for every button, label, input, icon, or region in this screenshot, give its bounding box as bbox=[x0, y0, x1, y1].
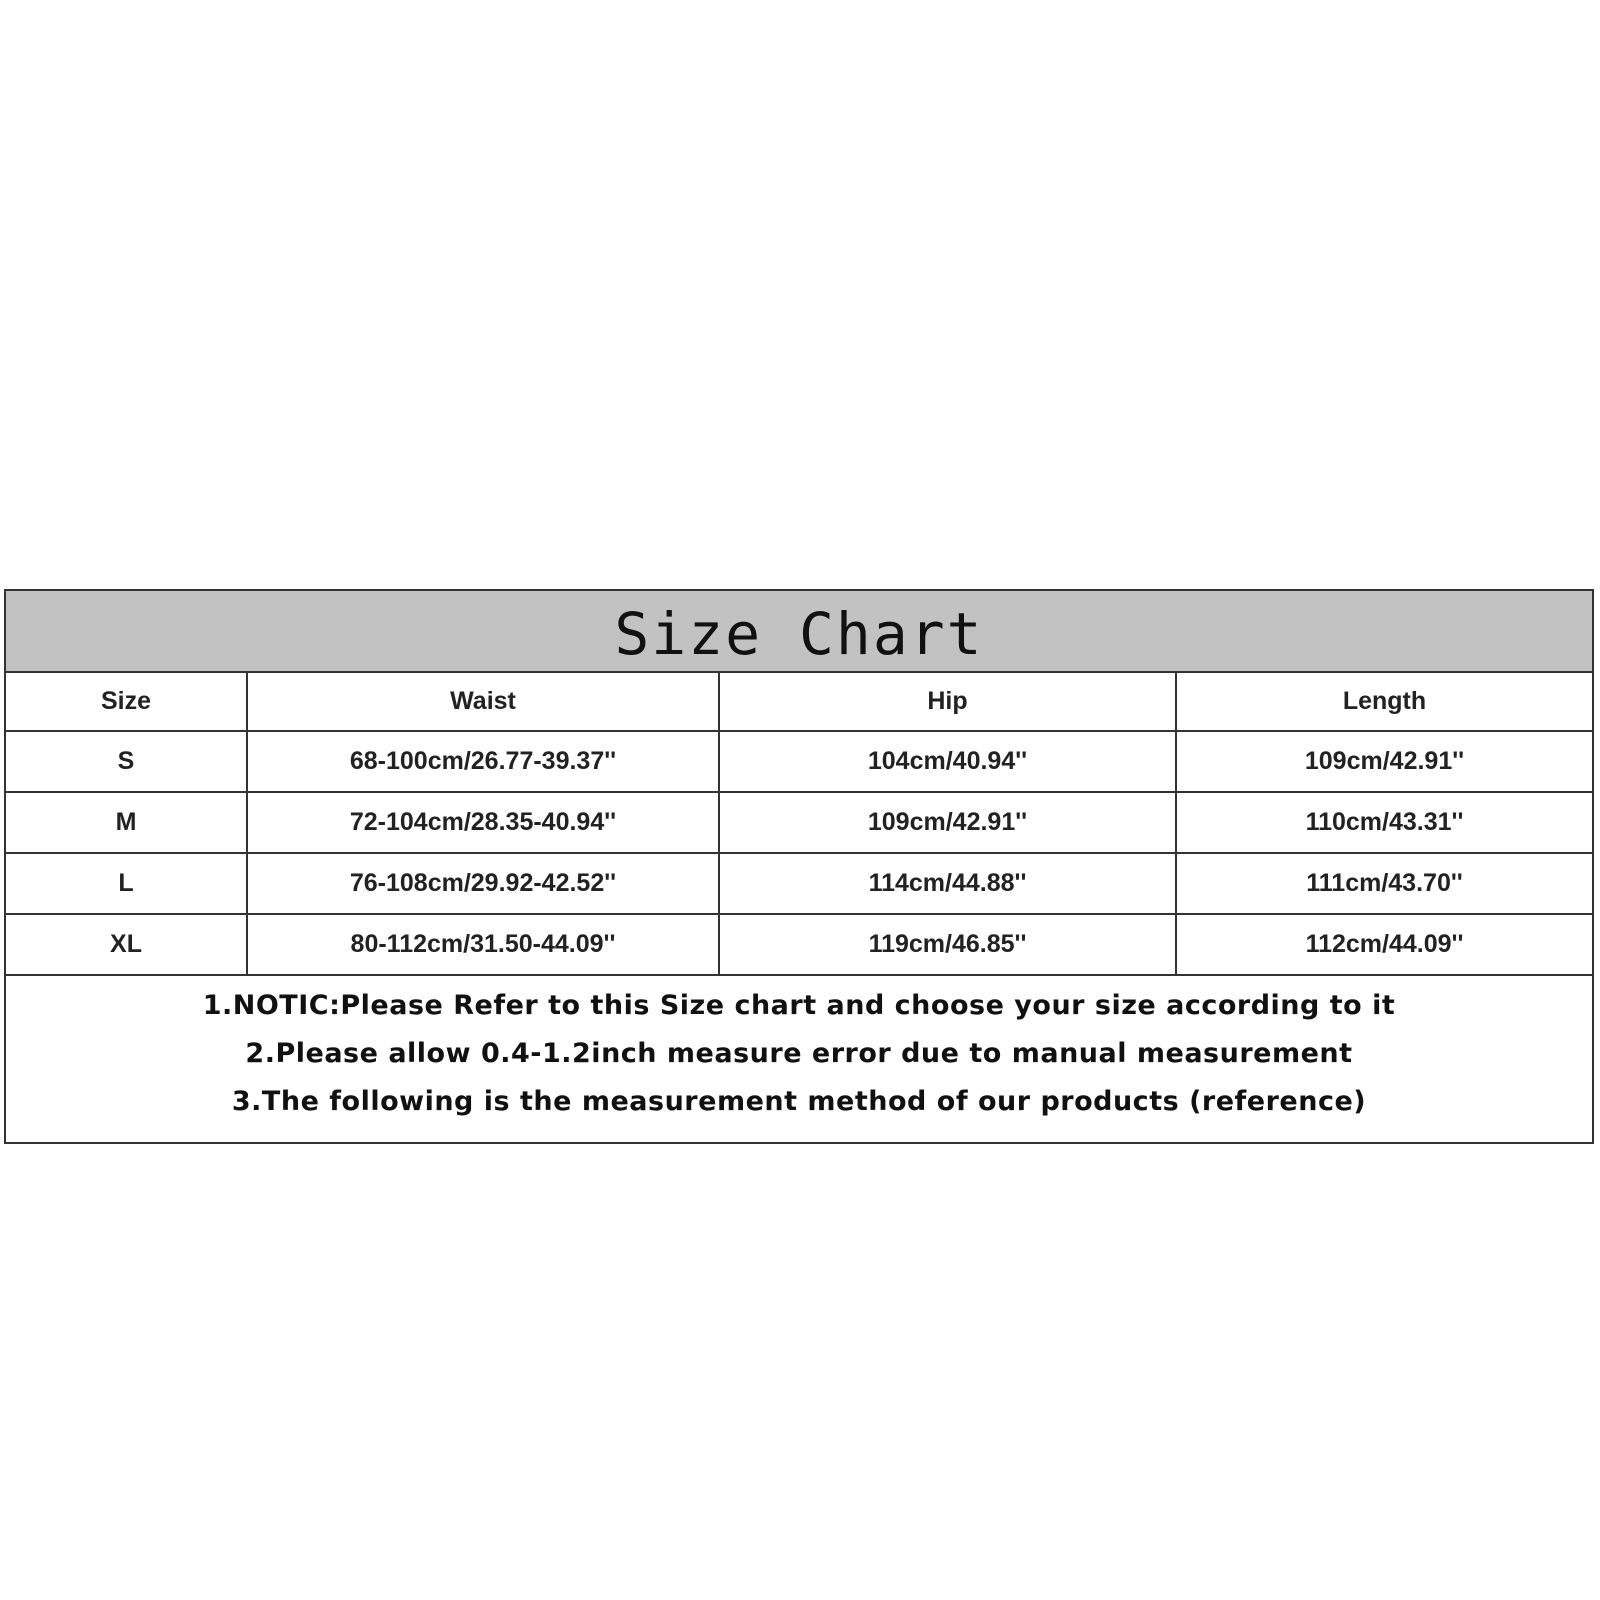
table-row bbox=[6, 731, 1592, 792]
notes-section bbox=[6, 974, 1592, 1142]
cell-length: 110cm/43.31'' bbox=[1176, 792, 1592, 853]
cell-waist: 68-100cm/26.77-39.37'' bbox=[247, 731, 719, 792]
cell-hip: 104cm/40.94'' bbox=[719, 731, 1176, 792]
size-chart bbox=[4, 589, 1594, 1144]
cell-hip: 114cm/44.88'' bbox=[719, 853, 1176, 914]
table-row bbox=[6, 853, 1592, 914]
table-row bbox=[6, 914, 1592, 974]
size-table bbox=[6, 673, 1592, 974]
cell-waist: 72-104cm/28.35-40.94'' bbox=[247, 792, 719, 853]
cell-length: 109cm/42.91'' bbox=[1176, 731, 1592, 792]
header-size: Size bbox=[6, 673, 247, 731]
note-line: 3.The following is the measurement method of our products (reference) bbox=[231, 1086, 1367, 1117]
cell-hip: 109cm/42.91'' bbox=[719, 792, 1176, 853]
cell-size: M bbox=[6, 792, 247, 853]
note-line: 2.Please allow 0.4-1.2inch measure error due to manual measurement bbox=[245, 1038, 1353, 1069]
cell-size: L bbox=[6, 853, 247, 914]
cell-length: 111cm/43.70'' bbox=[1176, 853, 1592, 914]
cell-waist: 80-112cm/31.50-44.09'' bbox=[247, 914, 719, 974]
cell-hip: 119cm/46.85'' bbox=[719, 914, 1176, 974]
chart-title: Size Chart bbox=[614, 600, 984, 668]
note-line: 1.NOTIC:Please Refer to this Size chart and choose your size according to it bbox=[202, 990, 1396, 1021]
table-row bbox=[6, 792, 1592, 853]
title-band bbox=[6, 591, 1592, 673]
header-length: Length bbox=[1176, 673, 1592, 731]
header-waist: Waist bbox=[247, 673, 719, 731]
cell-length: 112cm/44.09'' bbox=[1176, 914, 1592, 974]
cell-size: S bbox=[6, 731, 247, 792]
table-header-row bbox=[6, 673, 1592, 731]
cell-size: XL bbox=[6, 914, 247, 974]
cell-waist: 76-108cm/29.92-42.52'' bbox=[247, 853, 719, 914]
header-hip: Hip bbox=[719, 673, 1176, 731]
